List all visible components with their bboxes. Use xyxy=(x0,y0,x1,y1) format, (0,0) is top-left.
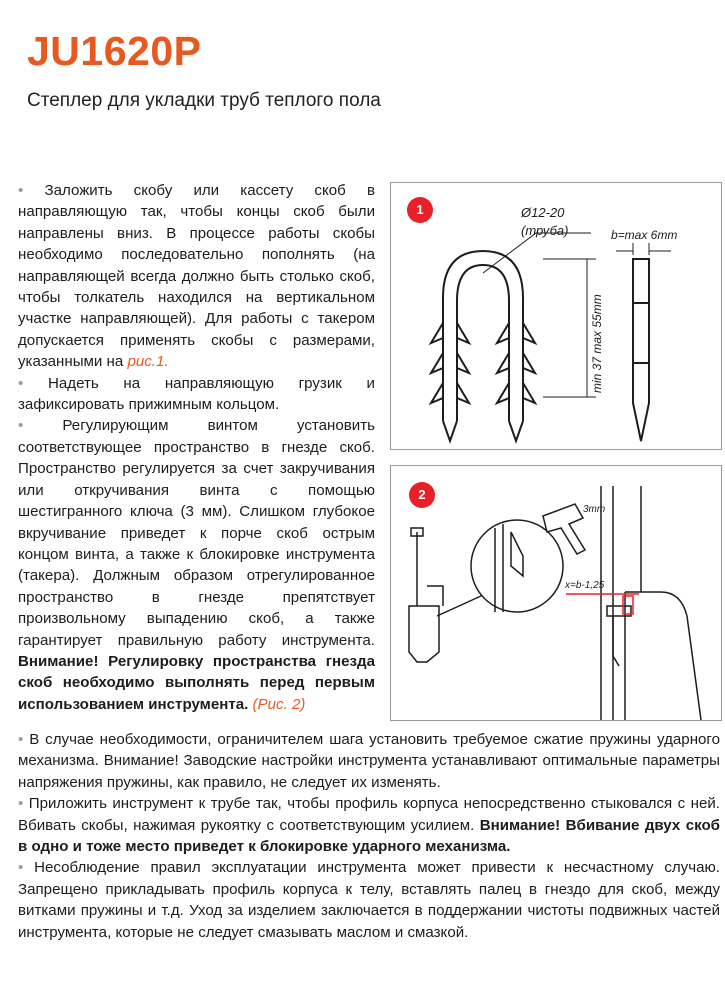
key-size-label: 3mm xyxy=(583,504,606,515)
figure-ref-1: рис.1. xyxy=(127,353,169,371)
paragraph-6: • Несоблюдение правил эксплуатации инструмента может привести к несчастному случаю. Запрещено прикладывать профиль корпуса к телу, вставлять палец в гнездо для скоб, между витками пружины и т.д. Уход за изделием заключается в поддержании чистоты подвижных частей инструмента, которые не следует смазывать маслом и смазкой. xyxy=(18,859,720,941)
left-column-text xyxy=(18,180,375,715)
figure-ref-2: (Рис. 2) xyxy=(252,695,306,713)
full-width-text xyxy=(18,729,720,943)
page-subtitle: Степлер для укладки труб теплого пола xyxy=(27,90,381,111)
bullet: • xyxy=(18,417,24,435)
bullet: • xyxy=(18,731,24,748)
height-label: min 37 max 55mm xyxy=(590,294,604,393)
paragraph-2: • Надеть на направляющую грузик и зафиксировать прижимным кольцом. xyxy=(18,374,375,414)
bullet: • xyxy=(18,374,24,392)
diameter-label: Ø12-20 xyxy=(521,205,565,220)
warning-text: Внимание! Регулировку пространства гнезда скоб необходимо выполнять перед первым использованием инструмента. xyxy=(18,652,375,713)
bullet: • xyxy=(18,795,24,813)
width-label: b=max 6mm xyxy=(611,228,678,242)
tool-drawing xyxy=(391,466,721,720)
paragraph-1: • Заложить скобу или кассету скоб в направляющую так, чтобы концы скоб были направлены вниз. В процессе работы скобы необходимо последовательно пополнять (на направляющей всегда должно быть столько скоб, чтобы толкатель находился на вертикальном участке направляющей). Для работы с такером допускается применять скобы с размерами, указанными на рис.1. xyxy=(18,182,375,371)
pipe-label: (труба) xyxy=(521,223,569,238)
bullet: • xyxy=(18,182,24,199)
warning-text-2: Внимание! Вбивание двух скоб в одно и тоже место приведет к блокировке ударного механизма. xyxy=(18,816,720,856)
gap-formula-label: x=b-1,25 xyxy=(565,580,605,591)
paragraph-4: • В случае необходимости, ограничителем шага установить требуемое сжатие пружины ударного механизма. Внимание! Заводские настройки инструмента устанавливают оптимальные параметры напряжения пружины, как правило, не следует их изменять. xyxy=(18,731,720,791)
page-title: JU1620P xyxy=(27,28,202,74)
figure-number-badge: 1 xyxy=(407,197,433,223)
figure-2-adjustment xyxy=(390,465,722,721)
paragraph-5: • Приложить инструмент к трубе так, чтобы профиль корпуса непосредственно стыковался с ней. Вбивать скобы, нажимая рукоятку с соответствующим усилием. Внимание! Вбивание двух скоб в одно и тоже место приведет к блокировке ударного механизма. xyxy=(18,795,720,856)
figure-number-badge: 2 xyxy=(409,482,435,508)
staple-drawing xyxy=(391,183,721,449)
bullet: • xyxy=(18,859,24,877)
figure-1-staple-dimensions xyxy=(390,182,722,450)
paragraph-3: • Регулирующим винтом установить соответствующее пространство в гнезде скоб. Пространство регулируется за счет закручивания или откручивания винта с помощью шестигранного ключа (3 мм). Слишком глубокое вкручивание приведет к порче скоб острым концом винта, а также к блокировке инструмента (такера). Должным образом отрегулированное пространство в гнезде препятствует произвольному выпадению скоб, а также гарантирует правильную работу инструмента. Внимание! Регулировку пространства гнезда скоб необходимо выполнять перед первым использованием инструмента. (Рис. 2) xyxy=(18,417,375,713)
